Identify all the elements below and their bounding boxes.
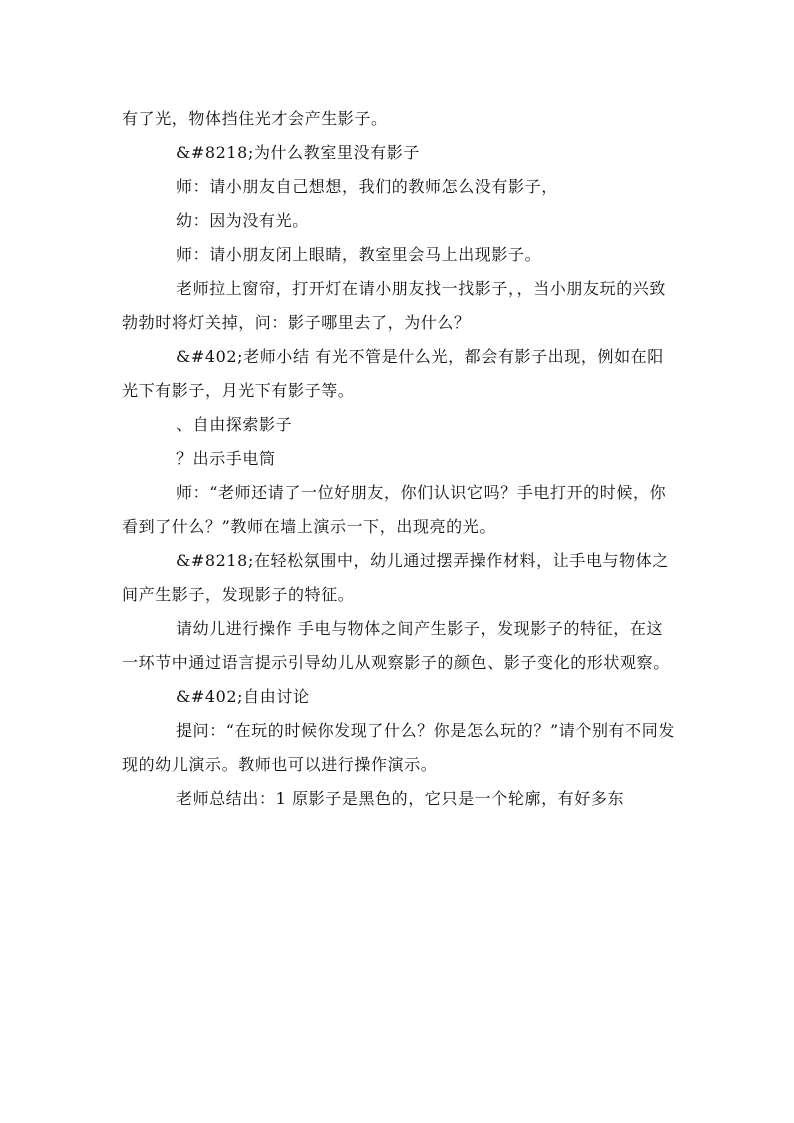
paragraph: 、自由探索影子 xyxy=(176,415,293,434)
paragraph: 幼：因为没有光。 xyxy=(176,211,309,230)
paragraph: &#402;老师小结 有光不管是什么光，都会有影子出现，例如在阳光下有影子，月光下有影子等。 xyxy=(122,347,664,400)
paragraph: &#8218;为什么教室里没有影子 xyxy=(176,143,420,162)
paragraph: ？出示手电筒 xyxy=(176,449,276,468)
paragraph: 师：请小朋友自己想想，我们的教师怎么没有影子， xyxy=(176,177,558,196)
paragraph: 老师拉上窗帘，打开灯在请小朋友找一找影子，，当小朋友玩的兴致勃勃时将灯关掉，问：影子哪里去了，为什么？ xyxy=(122,279,667,332)
paragraph: 有了光，物体挡住光才会产生影子。 xyxy=(122,109,388,128)
paragraph: 师：请小朋友闭上眼睛，教室里会马上出现影子。 xyxy=(176,245,542,264)
paragraph: 老师总结出：1 原影子是黑色的，它只是一个轮廓，有好多东 xyxy=(176,789,625,808)
paragraph: 师：“老师还请了一位好朋友，你们认识它吗？手电打开的时候，你看到了什么？”教师在墙上演示一下，出现亮的光。 xyxy=(122,483,667,536)
paragraph: 提问：“在玩的时候你发现了什么？你是怎么玩的？”请个别有不同发现的幼儿演示。教师也可以进行操作演示。 xyxy=(122,721,675,774)
paragraph: &#402;自由讨论 xyxy=(176,687,310,706)
paragraph: 请幼儿进行操作 手电与物体之间产生影子，发现影子的特征，在这一环节中通过语言提示引导幼儿从观察影子的颜色、影子变化的形状观察。 xyxy=(122,619,670,672)
paragraph: &#8218;在轻松氛围中，幼儿通过摆弄操作材料，让手电与物体之间产生影子，发现影子的特征。 xyxy=(122,551,669,604)
document-body xyxy=(122,102,677,816)
